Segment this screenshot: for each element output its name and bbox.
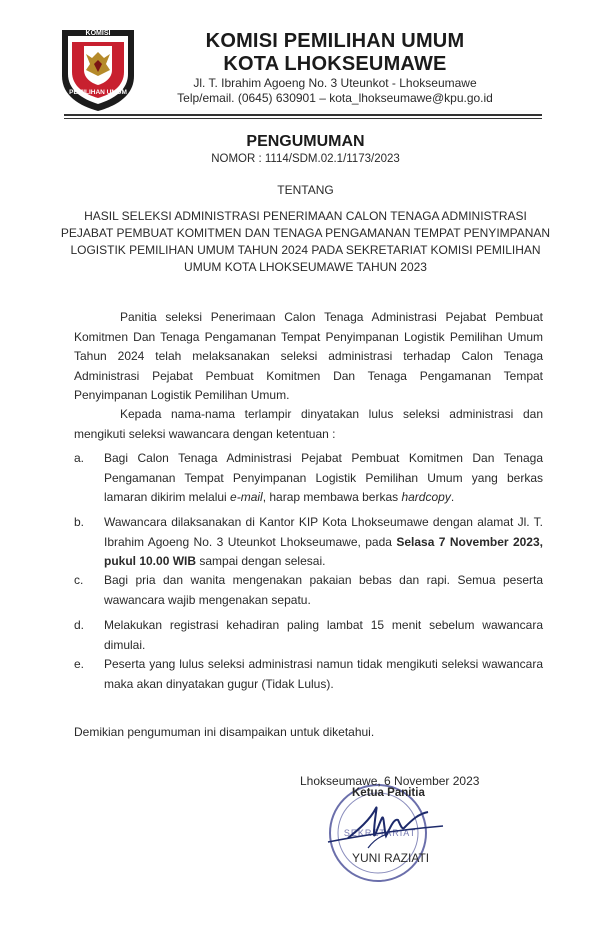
org-name-line2: KOTA LHOKSEUMAWE: [223, 53, 447, 75]
org-contact: Telp/email. (0645) 630901 – kota_lhokseumawe@kpu.go.id: [177, 91, 493, 105]
letterhead-rule-thin: [64, 118, 542, 119]
signature-place-date: Lhokseumawe, 6 November 2023: [300, 774, 480, 788]
org-name-line1: KOMISI PEMILIHAN UMUM: [205, 30, 465, 52]
list-marker: b.: [74, 515, 85, 529]
paragraph-intro: Panitia seleksi Penerimaan Calon Tenaga Administrasi Pejabat Pembuat Komitmen Dan Tenaga Pengamanan Tempat Penyimpanan Logistik Pemilihan Umum Tahun 2024 telah melaksanakan seleksi administrasi terhadap Calon Tenaga Administrasi Pejabat Pembuat Komitmen Dan Tenaga Pengamanan Tempat Penyimpanan Logistik Pemilihan Umum.: [74, 310, 543, 402]
list-marker: c.: [74, 573, 84, 587]
list-item-text: Bagi Calon Tenaga Administrasi Pejabat Pembuat Komitmen Dan Tenaga Pengamanan Tempat Penyimpanan Logistik Pemilihan Umum yang berkas lamaran dikirim melalui e-mail, harap membawa berkas hardcopy.: [104, 451, 543, 504]
list-item-text: Wawancara dilaksanakan di Kantor KIP Kota Lhokseumawe dengan alamat Jl. T. Ibrahim Agoeng No. 3 Uteunkot Lhokseumawe, pada Selasa 7 November 2023, pukul 10.00 WIB sampai dengan selesai.: [104, 515, 543, 568]
document-number: NOMOR : 1114/SDM.02.1/1173/2023: [211, 153, 400, 165]
stamp-text: SEKRETARIAT: [343, 828, 417, 838]
document-subject: HASIL SELEKSI ADMINISTRASI PENERIMAAN CALON TENAGA ADMINISTRASI PEJABAT PEMBUAT KOMITMEN DAN TENAGA PENGAMANAN TEMPAT PENYIMPANAN LOGISTIK PEMILIHAN UMUM TAHUN 2024 PADA SEKRETARIAT KOMISI PEMILIHAN UMUM KOTA LHOKSEUMAWE TAHUN 2023: [60, 209, 551, 274]
closing-statement: Demikian pengumuman ini disampaikan untuk diketahui.: [74, 725, 375, 739]
list-item-text: Melakukan registrasi kehadiran paling lambat 15 menit sebelum wawancara dimulai.: [104, 618, 543, 652]
list-marker: e.: [74, 657, 85, 671]
document-title: PENGUMUMAN: [246, 133, 365, 150]
list-item-text: Peserta yang lulus seleksi administrasi namun tidak mengikuti seleksi wawancara maka akan dinyatakan gugur (Tidak Lulus).: [104, 657, 543, 691]
letterhead-rule-thick: [64, 114, 542, 116]
logo-text-top: KOMISI: [85, 30, 111, 37]
signature-role: Ketua Panitia: [352, 787, 425, 799]
list-item-text: Bagi pria dan wanita mengenakan pakaian bebas dan rapi. Semua peserta wawancara wajib mengenakan sepatu.: [104, 573, 543, 607]
kpu-logo: [58, 24, 138, 112]
list-marker: a.: [74, 451, 85, 465]
org-address: Jl. T. Ibrahim Agoeng No. 3 Uteunkot - Lhokseumawe: [193, 76, 477, 90]
list-marker: d.: [74, 618, 85, 632]
logo-text-bottom: PEMILIHAN UMUM: [69, 89, 127, 96]
handwritten-signature: [318, 790, 453, 860]
signature-name: YUNI RAZIATI: [352, 851, 430, 865]
about-label: TENTANG: [277, 183, 334, 197]
paragraph-terms: Kepada nama-nama terlampir dinyatakan lulus seleksi administrasi dan mengikuti seleksi wawancara dengan ketentuan :: [74, 407, 543, 441]
